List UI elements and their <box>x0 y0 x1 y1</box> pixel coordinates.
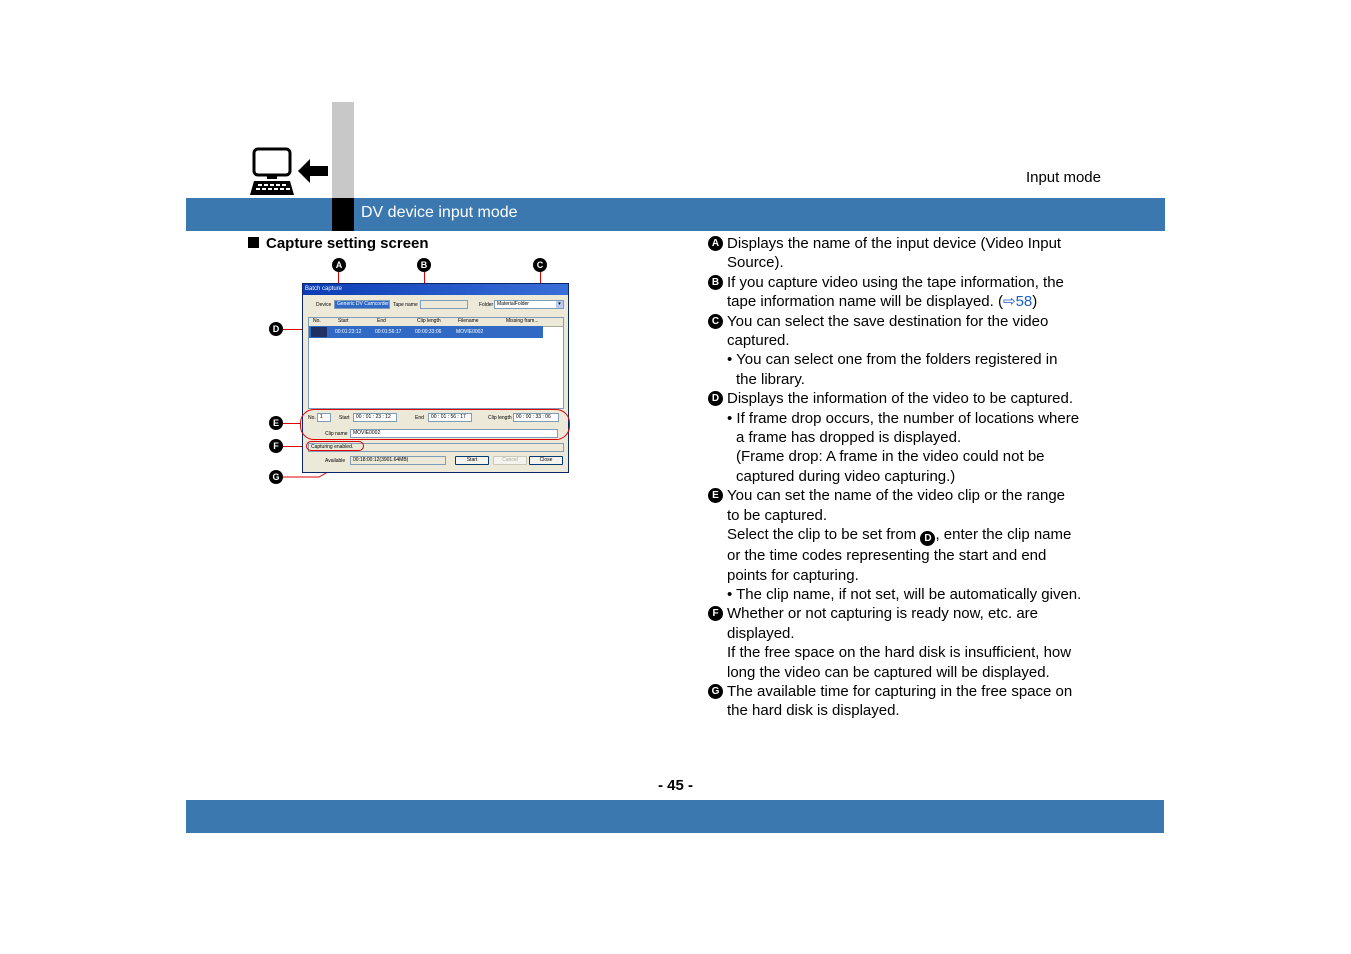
page-reference-link[interactable] <box>1003 293 1032 310</box>
section-title <box>248 235 429 252</box>
column-header: End <box>377 318 386 324</box>
folder-label: Folder <box>479 302 494 308</box>
marker-a-icon: A <box>708 236 723 251</box>
start-label: Start <box>339 415 350 421</box>
clip-list[interactable] <box>308 317 564 409</box>
clip-name-value: MOVIE0002 <box>353 430 381 436</box>
desc-text-part: Select the clip to be set from <box>727 526 921 544</box>
marker-b: B <box>417 258 431 272</box>
close-button[interactable]: Close <box>529 456 563 465</box>
marker-a: A <box>332 258 346 272</box>
folder-value: MaterialFolder <box>497 301 529 307</box>
desc-bullet: • The clip name, if not set, will be automatically given. <box>727 585 1082 603</box>
device-value: Generic DV Camcorder <box>337 301 389 307</box>
page-reference-number: 58 <box>1015 293 1033 311</box>
column-header: Start <box>338 318 349 324</box>
tape-name-field[interactable] <box>420 300 468 309</box>
clip-name-label: Clip name <box>325 431 348 437</box>
desc-text: points for capturing. <box>727 566 859 584</box>
desc-text: long the video can be captured will be displayed. <box>727 663 1050 681</box>
desc-text-part: ) <box>1032 293 1038 311</box>
desc-text: captured. <box>727 332 790 350</box>
no-value: 1 <box>320 414 323 420</box>
start-button[interactable]: Start <box>455 456 489 465</box>
marker-d-inline-icon: D <box>920 531 935 546</box>
clip-thumbnail <box>311 327 327 337</box>
start-value: 00 : 01 : 23 : 12 <box>356 414 391 420</box>
header-mode-label: Input mode <box>1025 169 1101 186</box>
highlight-oval-f <box>306 441 364 451</box>
desc-text-part: tape information name will be displayed. ( <box>727 293 1003 311</box>
page-number: - 45 - <box>657 777 693 794</box>
marker-e-icon: E <box>708 488 723 503</box>
marker-d-icon: D <box>708 391 723 406</box>
description-list <box>708 234 1128 721</box>
no-label: No. <box>308 415 316 421</box>
desc-text: If you capture video using the tape information, the <box>727 273 1064 291</box>
desc-item-g <box>708 682 1128 721</box>
header-black-block <box>332 198 354 231</box>
device-field <box>334 300 390 309</box>
desc-text: The available time for capturing in the free space on <box>727 682 1073 700</box>
clip-length-label: Clip length <box>488 415 512 421</box>
desc-item-f <box>708 604 1128 682</box>
desc-bullet-cont: (Frame drop: A frame in the video could not be <box>736 448 1045 466</box>
desc-item-b <box>708 273 1128 312</box>
tape-name-label: Tape name <box>393 302 418 308</box>
desc-bullet: • You can select one from the folders registered in <box>727 351 1058 369</box>
marker-e: E <box>269 416 283 430</box>
desc-text <box>727 292 1128 311</box>
end-value: 00 : 01 : 56 : 17 <box>431 414 466 420</box>
marker-f-icon: F <box>708 606 723 621</box>
available-label: Available <box>325 458 346 464</box>
desc-text: displayed. <box>727 624 795 642</box>
desc-text: You can set the name of the video clip or the range <box>727 487 1066 505</box>
desc-text: Displays the information of the video to be captured. <box>727 390 1074 408</box>
desc-text: If the free space on the hard disk is insufficient, how <box>727 644 1072 662</box>
cancel-button[interactable]: Cancel <box>493 456 527 465</box>
arrow-reference-icon: ⇨ <box>1002 293 1016 311</box>
desc-text: Source). <box>727 254 784 272</box>
column-header: Filename <box>458 318 479 324</box>
table-cell: MOVIE0002 <box>456 329 484 335</box>
highlight-oval-e <box>300 409 570 440</box>
desc-item-e <box>708 486 1128 604</box>
chevron-down-icon: ▾ <box>556 301 563 308</box>
status-text: Capturing enabled. <box>311 444 354 450</box>
table-row[interactable] <box>309 326 543 338</box>
desc-item-a <box>708 234 1128 273</box>
square-bullet-icon <box>248 237 259 248</box>
table-cell: 00:00:33:06 <box>415 329 442 335</box>
page-title: DV device input mode <box>361 204 518 221</box>
marker-g: G <box>269 470 283 484</box>
desc-bullet-cont: captured during video capturing.) <box>736 467 956 485</box>
clip-length-value: 00 : 00 : 33 : 06 <box>516 414 551 420</box>
available-value: 00:18:00:12(3901.64MB) <box>353 457 409 463</box>
computer-input-arrow-icon <box>250 147 330 199</box>
marker-g-icon: G <box>708 684 723 699</box>
desc-text <box>727 525 1128 546</box>
desc-text-part: , enter the clip name <box>935 526 1072 544</box>
callout-line-e <box>283 423 301 424</box>
available-field <box>350 456 446 465</box>
marker-c: C <box>533 258 547 272</box>
desc-item-d <box>708 389 1128 408</box>
column-header: Clip length <box>417 318 441 324</box>
header-gray-strip <box>332 102 354 198</box>
column-header: No. <box>313 318 321 324</box>
device-label: Device <box>316 302 332 308</box>
marker-d: D <box>269 322 283 336</box>
window-title: Batch capture <box>303 284 568 295</box>
footer-bar <box>186 800 1164 833</box>
column-header: Missing fram... <box>506 318 539 324</box>
desc-bullet-cont: a frame has dropped is displayed. <box>736 429 962 447</box>
marker-f: F <box>269 439 283 453</box>
marker-b-icon: B <box>708 275 723 290</box>
marker-c-icon: C <box>708 314 723 329</box>
folder-select[interactable] <box>494 300 564 309</box>
table-cell: 00:01:56:17 <box>375 329 402 335</box>
desc-bullet: • If frame drop occurs, the number of locations where <box>727 409 1080 427</box>
desc-text: You can select the save destination for the video <box>727 312 1049 330</box>
desc-text: Displays the name of the input device (Video Input <box>727 235 1062 252</box>
end-label: End <box>415 415 424 421</box>
desc-text: to be captured. <box>727 506 828 524</box>
desc-text: the hard disk is displayed. <box>727 702 900 720</box>
section-title-text: Capture setting screen <box>266 235 429 252</box>
desc-item-c <box>708 312 1128 351</box>
desc-text: Whether or not capturing is ready now, etc. are <box>727 605 1038 623</box>
desc-bullet-cont: the library. <box>736 370 805 388</box>
desc-text: or the time codes representing the start and end <box>727 547 1047 565</box>
table-cell: 00:01:23:12 <box>335 329 362 335</box>
